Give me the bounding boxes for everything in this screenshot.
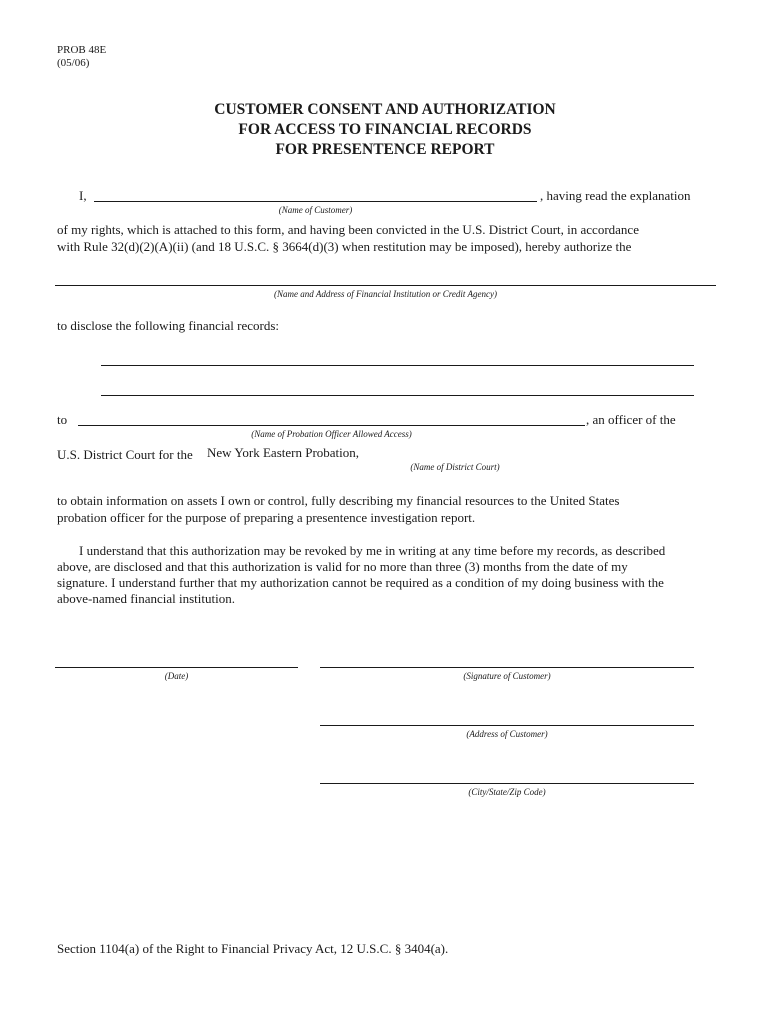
- officer-name-caption: (Name of Probation Officer Allowed Access): [251, 429, 412, 439]
- customer-name-caption: (Name of Customer): [278, 205, 353, 215]
- city-state-zip-caption: (City/State/Zip Code): [468, 787, 546, 797]
- institution-field[interactable]: [55, 285, 716, 286]
- customer-suffix: , having read the explanation: [540, 188, 691, 203]
- officer-prefix: to: [57, 412, 68, 427]
- revocation-line-1: I understand that this authorization may be revoked by me in writing at any time before my records, as described: [79, 543, 666, 558]
- purpose-line-1: to obtain information on assets I own or control, fully describing my financial resources to the United States: [57, 493, 620, 508]
- district-court-value[interactable]: New York Eastern Probation,: [207, 445, 360, 460]
- signature-caption: (Signature of Customer): [463, 671, 551, 681]
- form-revision: (05/06): [57, 57, 90, 69]
- date-caption: (Date): [164, 671, 189, 681]
- institution-caption: (Name and Address of Financial Institution or Credit Agency): [274, 289, 497, 299]
- address-caption: (Address of Customer): [466, 729, 548, 739]
- city-state-zip-field[interactable]: [320, 783, 694, 784]
- rights-line-2: with Rule 32(d)(2)(A)(ii) (and 18 U.S.C. § 3664(d)(3) when restitution may be imposed), hereby authorize the: [57, 239, 632, 254]
- address-field[interactable]: [320, 725, 694, 726]
- signature-field[interactable]: [320, 667, 694, 668]
- purpose-line-2: probation officer for the purpose of preparing a presentence investigation report.: [57, 510, 476, 525]
- customer-prefix: I,: [79, 188, 87, 203]
- form-title-line3: FOR PRESENTENCE REPORT: [275, 141, 495, 158]
- disclose-text: to disclose the following financial records:: [57, 318, 280, 333]
- court-prefix: U.S. District Court for the: [57, 447, 193, 462]
- date-field[interactable]: [55, 667, 298, 668]
- form-title-line2: FOR ACCESS TO FINANCIAL RECORDS: [238, 121, 532, 138]
- officer-name-field[interactable]: [78, 425, 585, 426]
- revocation-line-3: signature. I understand further that my authorization cannot be required as a condition of my doing business with the: [57, 575, 664, 590]
- form-code: PROB 48E: [57, 44, 107, 56]
- footer-citation: Section 1104(a) of the Right to Financial Privacy Act, 12 U.S.C. § 3404(a).: [57, 941, 449, 956]
- records-field-1[interactable]: [101, 365, 694, 366]
- revocation-line-2: above, are disclosed and that this authorization is valid for no more than three (3) months from the date of my: [57, 559, 628, 574]
- rights-line-1: of my rights, which is attached to this form, and having been convicted in the U.S. District Court, in accordance: [57, 222, 639, 237]
- records-field-2[interactable]: [101, 395, 694, 396]
- revocation-line-4: above-named financial institution.: [57, 591, 235, 606]
- district-court-caption: (Name of District Court): [410, 462, 500, 472]
- form-title-line1: CUSTOMER CONSENT AND AUTHORIZATION: [214, 101, 556, 118]
- officer-suffix: , an officer of the: [586, 412, 676, 427]
- customer-name-field[interactable]: [94, 201, 537, 202]
